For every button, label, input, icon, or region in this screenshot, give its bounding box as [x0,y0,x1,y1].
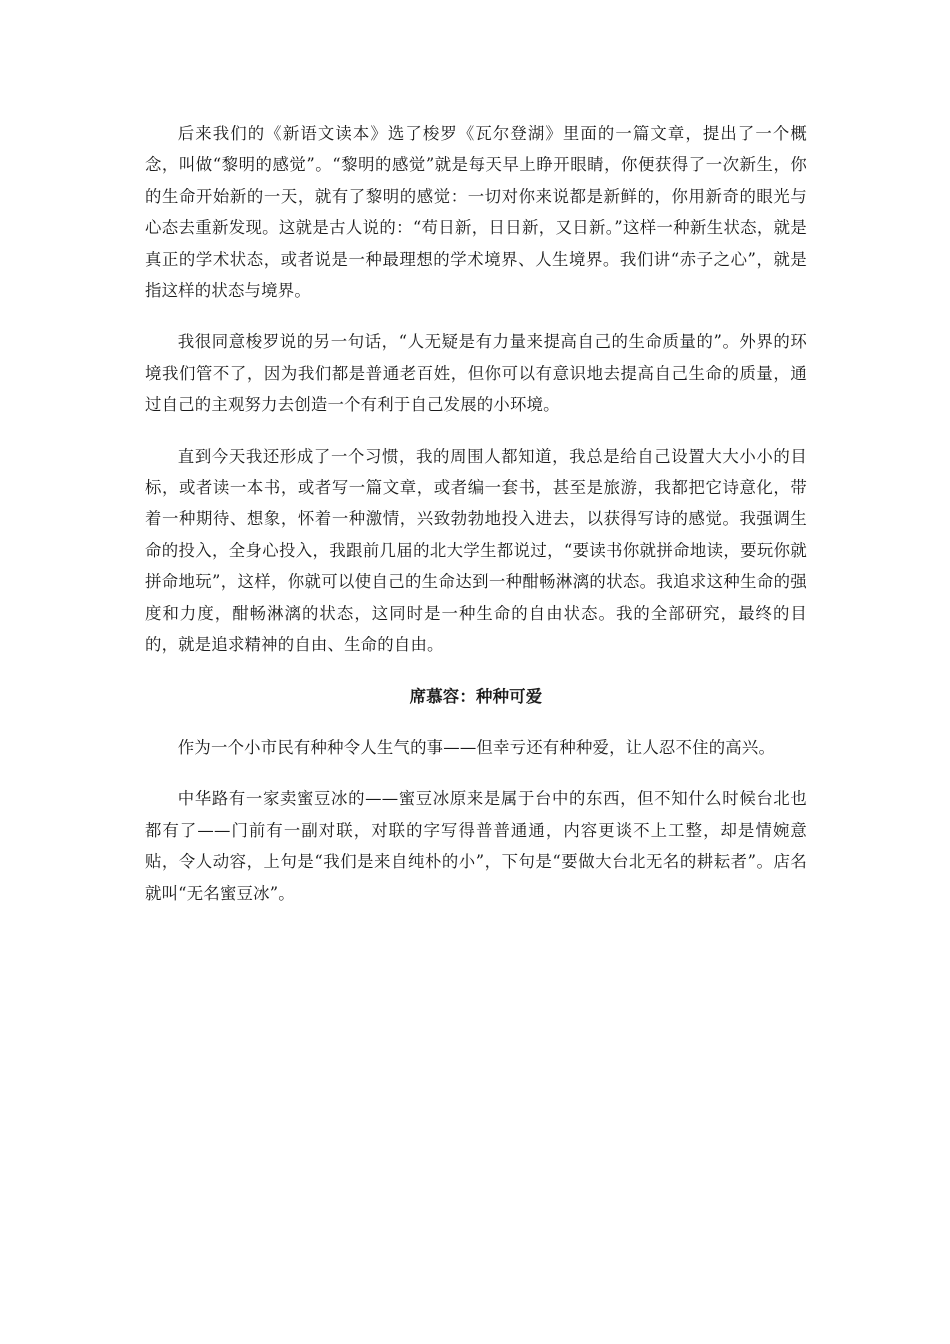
paragraph-gap [145,712,807,732]
section-title: 席慕容：种种可爱 [409,686,543,706]
paragraph-habit-goals: 直到今天我还形成了一个习惯，我的周围人都知道，我总是给自己设置大大小小的目标，或者读一本书，或者写一篇文章，或者编一套书，甚至是旅游，我都把它诗意化，带着一种期待、想象，怀着一种激情，兴致勃勃地投入进去，以获得写诗的感觉。我强调生命的投入，全身心投入，我跟前几届的北大学生都说过，“要读书你就拼命地读，要玩你就拼命地玩”，这样，你就可以使自己的生命达到一种酣畅淋漓的状态。我追求这种生命的强度和力度，酣畅淋漓的状态，这同时是一种生命的自由状态。我的全部研究，最终的目的，就是追求精神的自由、生命的自由。 [145,446,807,655]
paragraph-gap [145,661,807,681]
document-body [145,118,807,909]
paragraph-dawn-feeling: 后来我们的《新语文读本》选了梭罗《瓦尔登湖》里面的一篇文章，提出了一个概念，叫做“黎明的感觉”。“黎明的感觉”就是每天早上睁开眼睛，你便获得了一次新生，你的生命开始新的一天，就有了黎明的感觉：一切对你来说都是新鲜的，你用新奇的眼光与心态去重新发现。这就是古人说的：“苟日新，日日新，又日新。”这样一种新生状态，就是真正的学术状态，或者说是一种最理想的学术境界、人生境界。我们讲“赤子之心”，就是指这样的状态与境界。 [145,124,807,301]
paragraph-gap [145,421,807,441]
paragraph-small-citizen: 作为一个小市民有种种令人生气的事——但幸亏还有种种爱，让人忍不住的高兴。 [177,737,776,757]
paragraph-life-quality: 我很同意梭罗说的另一句话，“人无疑是有力量来提高自己的生命质量的”。外界的环境我们管不了，因为我们都是普通老百姓，但你可以有意识地去提高自己生命的质量，通过自己的主观努力去创造一个有利于自己发展的小环境。 [145,332,807,415]
paragraph-mitou-ice: 中华路有一家卖蜜豆冰的——蜜豆冰原来是属于台中的东西，但不知什么时候台北也都有了——门前有一副对联，对联的字写得普普通通，内容更谈不上工整，却是情婉意贴，令人动容，上句是“我们是来自纯朴的小”，下句是“要做大台北无名的耕耘者”。店名就叫“无名蜜豆冰”。 [145,789,807,903]
paragraph-gap [145,306,807,326]
paragraph-gap [145,763,807,783]
